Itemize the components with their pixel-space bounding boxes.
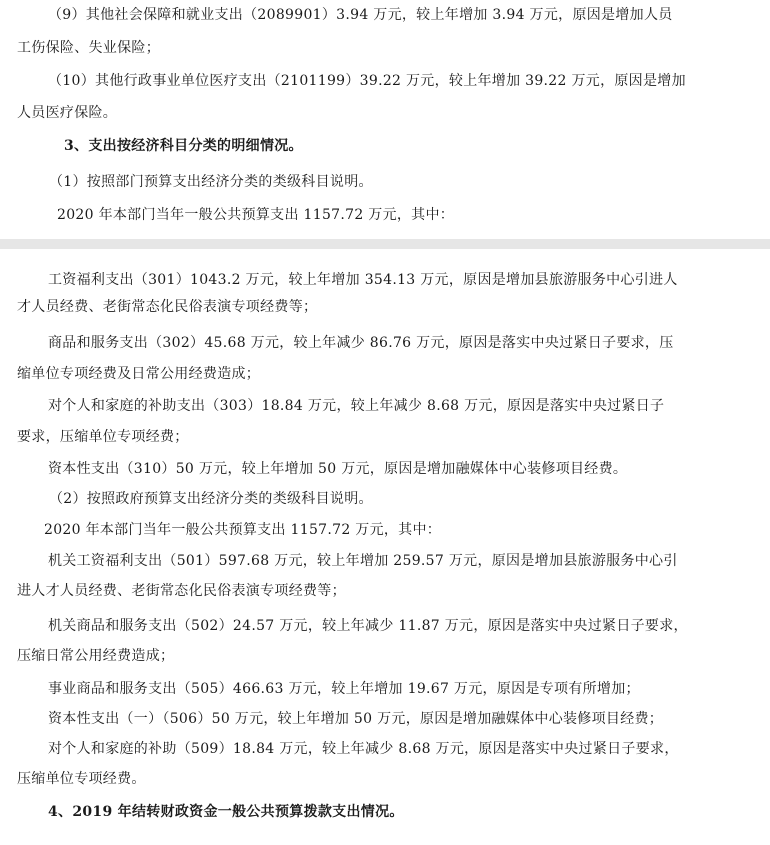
paragraph-10-line-2: 人员医疗保险。 [17, 105, 118, 121]
total-gov-budget: 2020 年本部门当年一般公共预算支出 1157.72 万元，其中： [44, 522, 442, 538]
subheading-2: （2）按照政府预算支出经济分类的类级科目说明。 [49, 491, 373, 507]
dept-item-302-line-2: 缩单位专项经费及日常公用经费造成； [17, 366, 261, 382]
dept-item-302-line-1: 商品和服务支出（302）45.68 万元，较上年减少 86.76 万元，原因是落实中央过紧日子要求，压 [48, 335, 674, 351]
gov-item-501-line-1: 机关工资福利支出（501）597.68 万元，较上年增加 259.57 万元，原因是增加县旅游服务中心引 [48, 553, 678, 569]
page-separator [0, 239, 770, 249]
gov-item-502-line-1: 机关商品和服务支出（502）24.57 万元，较上年减少 11.87 万元，原因是落实中央过紧日子要求， [48, 618, 688, 634]
dept-item-303-line-1: 对个人和家庭的补助支出（303）18.84 万元，较上年减少 8.68 万元，原因是落实中央过紧日子 [48, 398, 665, 414]
gov-item-501-line-2: 进人才人员经费、老街常态化民俗表演专项经费等； [17, 583, 346, 599]
gov-item-502-line-2: 压缩日常公用经费造成； [17, 648, 175, 664]
gov-item-509-line-1: 对个人和家庭的补助（509）18.84 万元，较上年减少 8.68 万元，原因是落实中央过紧日子要求， [48, 741, 679, 757]
heading-3: 3、支出按经济科目分类的明细情况。 [64, 138, 303, 154]
total-dept-budget: 2020 年本部门当年一般公共预算支出 1157.72 万元，其中： [57, 207, 455, 223]
paragraph-10-line-1: （10）其他行政事业单位医疗支出（2101199）39.22 万元，较上年增加 39.22 万元，原因是增加 [48, 73, 686, 89]
paragraph-9-line-1: （9）其他社会保障和就业支出（2089901）3.94 万元，较上年增加 3.94 万元，原因是增加人员 [48, 7, 673, 23]
dept-item-303-line-2: 要求，压缩单位专项经费； [17, 429, 189, 445]
gov-item-506: 资本性支出（一）（506）50 万元，较上年增加 50 万元，原因是增加融媒体中心装修项目经费； [48, 711, 664, 727]
heading-4: 4、2019 年结转财政资金一般公共预算拨款支出情况。 [48, 804, 404, 820]
subheading-1: （1）按照部门预算支出经济分类的类级科目说明。 [49, 174, 373, 190]
gov-item-509-line-2: 压缩单位专项经费。 [17, 771, 146, 787]
gov-item-505: 事业商品和服务支出（505）466.63 万元，较上年增加 19.67 万元，原因是专项有所增加； [48, 681, 640, 697]
dept-item-301-line-2: 才人员经费、老街常态化民俗表演专项经费等； [17, 299, 318, 315]
paragraph-9-line-2: 工伤保险、失业保险； [17, 40, 160, 56]
dept-item-301-line-1: 工资福利支出（301）1043.2 万元，较上年增加 354.13 万元，原因是增加县旅游服务中心引进人 [48, 272, 678, 288]
dept-item-310: 资本性支出（310）50 万元，较上年增加 50 万元，原因是增加融媒体中心装修项目经费。 [48, 461, 628, 477]
